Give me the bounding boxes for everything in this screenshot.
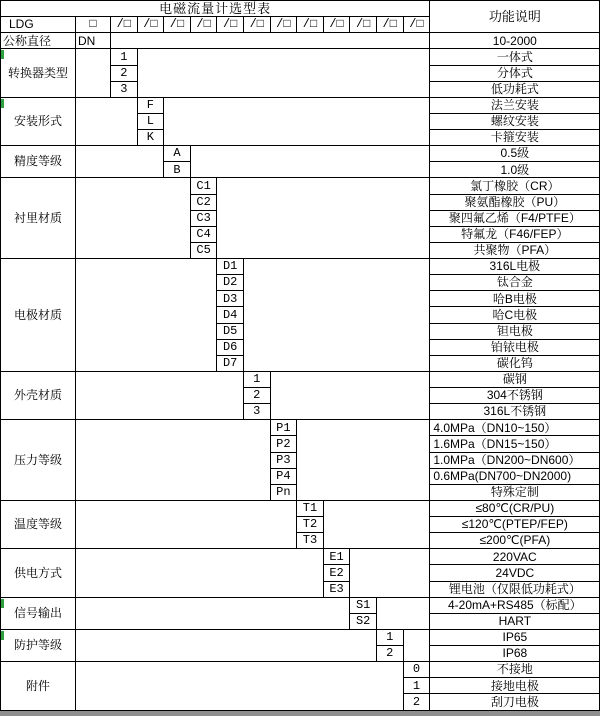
model-slot-box: /□ xyxy=(403,17,430,33)
function-cell: 316L电极 xyxy=(430,259,600,275)
code-cell: C2 xyxy=(190,194,217,210)
empty-cell xyxy=(350,549,430,597)
function-cell: 220VAC xyxy=(430,549,600,565)
empty-cell xyxy=(403,629,430,661)
empty-cell xyxy=(164,97,430,145)
empty-cell xyxy=(76,549,324,597)
code-cell: 2 xyxy=(243,388,270,404)
function-cell: 钛合金 xyxy=(430,275,600,291)
empty-cell xyxy=(76,178,191,259)
function-cell: 卡箍安装 xyxy=(430,130,600,146)
code-cell: F xyxy=(137,97,164,113)
model-slot-box: /□ xyxy=(111,17,138,33)
model-slot-box: /□ xyxy=(190,17,217,33)
model-prefix: LDG xyxy=(1,17,76,33)
table-row xyxy=(1,259,600,275)
section-label-housing-material: 外壳材质 xyxy=(1,371,76,419)
function-cell: 10-2000 xyxy=(430,33,600,49)
code-cell: 2 xyxy=(111,65,138,81)
empty-cell xyxy=(243,259,429,372)
function-cell: IP65 xyxy=(430,629,600,645)
code-cell: K xyxy=(137,130,164,146)
empty-cell xyxy=(217,178,430,259)
code-cell: P3 xyxy=(270,452,297,468)
empty-cell xyxy=(76,371,244,419)
function-cell: 铂铱电极 xyxy=(430,339,600,355)
function-cell: 接地电极 xyxy=(430,678,600,694)
code-cell: Pn xyxy=(270,484,297,500)
code-cell: D4 xyxy=(217,307,244,323)
code-cell: B xyxy=(164,162,191,178)
window-bottom-edge xyxy=(0,711,600,716)
code-cell: P2 xyxy=(270,436,297,452)
table-row xyxy=(1,500,600,516)
table-row xyxy=(1,629,600,645)
section-label-pressure-rating: 压力等级 xyxy=(1,420,76,501)
empty-cell xyxy=(76,420,271,501)
section-label-power-supply: 供电方式 xyxy=(1,549,76,597)
model-base-box: □ xyxy=(76,17,111,33)
function-cell: 0.5级 xyxy=(430,146,600,162)
function-cell: 螺纹安装 xyxy=(430,113,600,129)
diameter-code: DN xyxy=(76,33,111,49)
model-slot-box: /□ xyxy=(164,17,191,33)
section-label-accuracy: 精度等级 xyxy=(1,146,76,178)
model-slot-box: /□ xyxy=(137,17,164,33)
function-cell: 钽电极 xyxy=(430,323,600,339)
code-cell: P1 xyxy=(270,420,297,436)
function-cell: 4.0MPa（DN10~150） xyxy=(430,420,600,436)
function-cell: 法兰安装 xyxy=(430,97,600,113)
code-cell: T1 xyxy=(297,500,324,516)
function-cell: 碳钢 xyxy=(430,371,600,387)
table-row xyxy=(1,146,600,162)
code-cell: E3 xyxy=(323,581,350,597)
empty-cell xyxy=(137,49,430,97)
function-cell: 1.0MPa（DN200~DN600） xyxy=(430,452,600,468)
model-slot-box: /□ xyxy=(217,17,244,33)
code-cell: E2 xyxy=(323,565,350,581)
table-row xyxy=(1,371,600,387)
section-label-protection-rating: 防护等级 xyxy=(1,629,76,661)
section-label-installation: 安装形式 xyxy=(1,97,76,145)
code-cell: 2 xyxy=(403,694,430,711)
function-cell: ≤80℃(CR/PU) xyxy=(430,500,600,516)
model-slot-box: /□ xyxy=(323,17,350,33)
table-row xyxy=(1,178,600,194)
function-cell: ≤120℃(PTEP/FEP) xyxy=(430,517,600,533)
model-slot-box: /□ xyxy=(243,17,270,33)
function-cell: IP68 xyxy=(430,646,600,662)
section-label-temperature-rating: 温度等级 xyxy=(1,500,76,548)
function-cell: 共聚物（PFA） xyxy=(430,242,600,258)
function-cell: 分体式 xyxy=(430,65,600,81)
empty-cell xyxy=(76,49,111,97)
section-label-converter-type: 转换器类型 xyxy=(1,49,76,97)
table-row xyxy=(1,97,600,113)
table-title: 电磁流量计选型表 xyxy=(1,1,430,17)
function-cell: 哈C电极 xyxy=(430,307,600,323)
function-cell: 304不锈钢 xyxy=(430,388,600,404)
code-cell: A xyxy=(164,146,191,162)
code-cell: 1 xyxy=(243,371,270,387)
function-cell: 氯丁橡胶（CR） xyxy=(430,178,600,194)
code-cell: C1 xyxy=(190,178,217,194)
empty-cell xyxy=(76,146,164,178)
table-row xyxy=(1,662,600,678)
function-cell: 聚四氟乙烯（F4/PTFE） xyxy=(430,210,600,226)
model-slot-box: /□ xyxy=(270,17,297,33)
code-cell: C4 xyxy=(190,226,217,242)
function-cell: 316L不锈钢 xyxy=(430,404,600,420)
empty-cell xyxy=(270,371,430,419)
empty-cell xyxy=(190,146,430,178)
diameter-label: 公称直径 xyxy=(1,33,76,49)
model-slot-box: /□ xyxy=(376,17,403,33)
function-cell: 刮刀电极 xyxy=(430,694,600,711)
function-cell: 碳化钨 xyxy=(430,355,600,371)
function-cell: 不接地 xyxy=(430,662,600,678)
function-cell: 4-20mA+RS485（标配） xyxy=(430,597,600,613)
code-cell: P4 xyxy=(270,468,297,484)
empty-cell xyxy=(76,597,350,629)
table-row xyxy=(1,1,600,17)
section-label-signal-output: 信号输出 xyxy=(1,597,76,629)
function-cell: 锂电池（仅限低功耗式） xyxy=(430,581,600,597)
table-row xyxy=(1,549,600,565)
table-row xyxy=(1,49,600,65)
code-cell: 1 xyxy=(403,678,430,694)
function-cell: 特氟龙（F46/FEP） xyxy=(430,226,600,242)
empty-cell xyxy=(76,500,297,548)
empty-cell xyxy=(376,597,429,629)
code-cell: T3 xyxy=(297,533,324,549)
code-cell: D5 xyxy=(217,323,244,339)
empty-cell xyxy=(323,500,430,548)
code-cell: C5 xyxy=(190,242,217,258)
function-cell: ≤200℃(PFA) xyxy=(430,533,600,549)
empty-cell xyxy=(111,33,430,49)
code-cell: D2 xyxy=(217,275,244,291)
function-cell: 特殊定制 xyxy=(430,484,600,500)
code-cell: S1 xyxy=(350,597,377,613)
code-cell: T2 xyxy=(297,517,324,533)
function-cell: 24VDC xyxy=(430,565,600,581)
function-cell: 1.6MPa（DN15~150） xyxy=(430,436,600,452)
code-cell: D7 xyxy=(217,355,244,371)
section-label-lining-material: 衬里材质 xyxy=(1,178,76,259)
empty-cell xyxy=(76,97,138,145)
function-cell: 哈B电极 xyxy=(430,291,600,307)
table-row xyxy=(1,597,600,613)
code-cell: 1 xyxy=(111,49,138,65)
function-cell: 一体式 xyxy=(430,49,600,65)
empty-cell xyxy=(297,420,430,501)
code-cell: E1 xyxy=(323,549,350,565)
function-cell: 聚氨酯橡胶（PU） xyxy=(430,194,600,210)
code-cell: L xyxy=(137,113,164,129)
function-cell: 0.6MPa(DN700~DN2000) xyxy=(430,468,600,484)
section-label-accessories: 附件 xyxy=(1,662,76,711)
model-slot-box: /□ xyxy=(350,17,377,33)
code-cell: 0 xyxy=(403,662,430,678)
code-cell: 3 xyxy=(111,81,138,97)
function-cell: HART xyxy=(430,613,600,629)
code-cell: S2 xyxy=(350,613,377,629)
code-cell: D1 xyxy=(217,259,244,275)
model-slot-box: /□ xyxy=(297,17,324,33)
code-cell: C3 xyxy=(190,210,217,226)
function-cell: 低功耗式 xyxy=(430,81,600,97)
code-cell: D6 xyxy=(217,339,244,355)
code-cell: 2 xyxy=(376,646,403,662)
table-row xyxy=(1,33,600,49)
table-row xyxy=(1,420,600,436)
code-cell: D3 xyxy=(217,291,244,307)
code-cell: 1 xyxy=(376,629,403,645)
empty-cell xyxy=(76,259,217,372)
empty-cell xyxy=(76,629,377,661)
function-column-header: 功能说明 xyxy=(430,1,600,33)
section-label-electrode-material: 电极材质 xyxy=(1,259,76,372)
code-cell: 3 xyxy=(243,404,270,420)
function-cell: 1.0级 xyxy=(430,162,600,178)
empty-cell xyxy=(76,662,404,711)
